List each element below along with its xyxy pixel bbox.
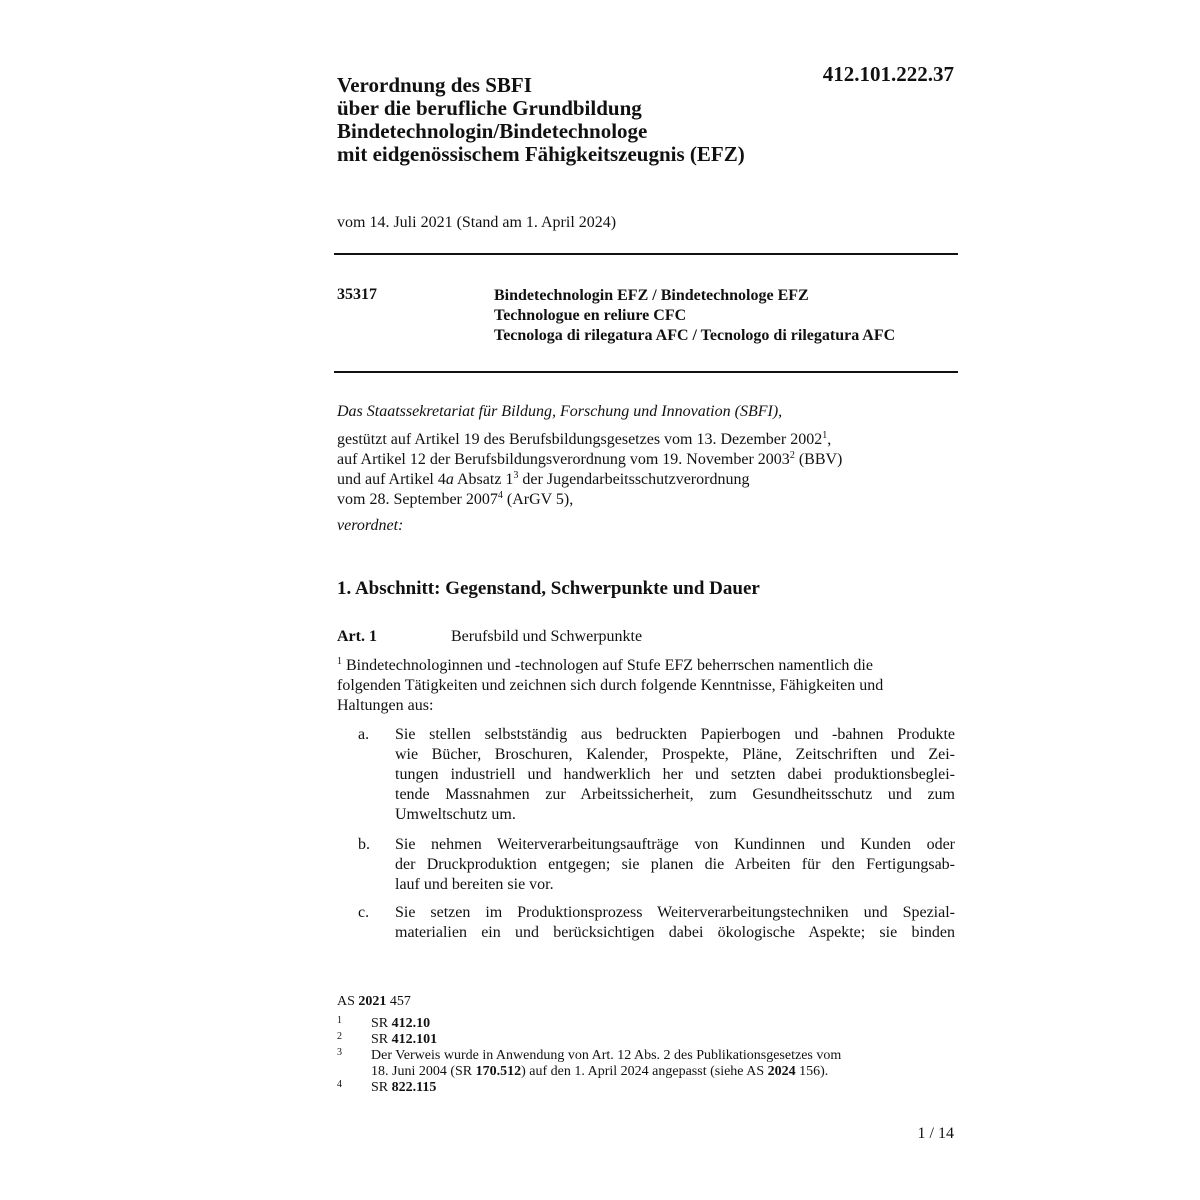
- footnote-number: 2: [337, 1031, 342, 1042]
- document-date: vom 14. Juli 2021 (Stand am 1. April 2024): [337, 214, 617, 231]
- list-item-letter: b.: [358, 836, 370, 853]
- as-prefix: AS: [337, 994, 359, 1009]
- legal-basis-italic: a: [445, 471, 454, 488]
- footnote-sr-number: 822.115: [391, 1080, 437, 1095]
- list-item-text: [395, 903, 955, 943]
- legal-basis-line: [337, 490, 842, 510]
- official-compilation-ref: [337, 994, 411, 1010]
- list-item-line: Umweltschutz um.: [395, 806, 516, 823]
- preamble-legal-basis: [337, 430, 842, 510]
- title-line: mit eidgenössischem Fähigkeitszeugnis (EFZ): [337, 142, 745, 166]
- footnote-text: [371, 1048, 841, 1080]
- list-item-letter: c.: [358, 904, 370, 921]
- footnote-ref[interactable]: 1: [822, 430, 828, 441]
- horizontal-rule: [334, 371, 958, 373]
- legal-basis-text: vom 28. September 2007: [337, 491, 498, 508]
- title-line: über die berufliche Grundbildung: [337, 96, 642, 120]
- occupation-name-it: Tecnologa di rilegatura AFC / Tecnologo di rilegatura AFC: [494, 327, 896, 344]
- paragraph-mark: 1: [337, 656, 342, 667]
- footnote-text: [371, 1016, 430, 1032]
- horizontal-rule: [334, 253, 958, 255]
- preamble-issuer: Das Staatssekretariat für Bildung, Forschung und Innovation (SBFI),: [337, 403, 783, 420]
- footnote-text: [371, 1080, 436, 1096]
- article-number: Art. 1: [337, 628, 377, 645]
- footnote-number: 4: [337, 1079, 342, 1090]
- footnote-prefix: SR: [371, 1016, 392, 1031]
- section-heading: 1. Abschnitt: Gegenstand, Schwerpunkte und Dauer: [337, 578, 760, 599]
- footnote-ref[interactable]: 2: [789, 450, 795, 461]
- list-item-line: Sie nehmen Weiterverarbeitungsaufträge von Kundinnen und Kunden oder: [395, 836, 955, 853]
- list-item-text: [395, 835, 955, 895]
- list-item-line: lauf und bereiten sie vor.: [395, 876, 554, 893]
- paragraph-line: [337, 656, 955, 676]
- footnote-line: Der Verweis wurde in Anwendung von Art. 12 Abs. 2 des Publikationsgesetzes vom: [371, 1048, 842, 1063]
- list-item-text: [395, 725, 955, 825]
- as-year: 2021: [358, 994, 387, 1009]
- footnote-number: 1: [337, 1015, 342, 1026]
- footnote-prefix: SR: [371, 1080, 392, 1095]
- footnote-sr-number: 412.101: [391, 1032, 438, 1047]
- paragraph-line: folgenden Tätigkeiten und zeichnen sich durch folgende Kenntnisse, Fähigkeiten und: [337, 677, 884, 694]
- paragraph-text: Bindetechnologinnen und -technologen auf Stufe EFZ beherrschen namentlich die: [342, 657, 873, 674]
- footnote-ref[interactable]: 3: [513, 470, 519, 481]
- list-item-line: Sie setzen im Produktionsprozess Weiterverarbeitungstechniken und Spezial-: [395, 904, 955, 921]
- article-title: Berufsbild und Schwerpunkte: [451, 628, 643, 645]
- legal-basis-text: (BBV): [794, 451, 843, 468]
- legal-basis-line: [337, 450, 842, 470]
- list-item-line: tungen industriell und handwerklich her und setzten dabei produktionsbeglei-: [395, 766, 955, 783]
- footnote-line-part: ) auf den 1. April 2024 angepasst (siehe AS: [521, 1064, 768, 1079]
- page-number: 1 / 14: [917, 1125, 954, 1142]
- as-page: 457: [386, 994, 411, 1009]
- footnote-ref[interactable]: 4: [497, 490, 503, 501]
- preamble-ordains: verordnet:: [337, 517, 404, 534]
- footnote-number: 3: [337, 1047, 342, 1058]
- occupation-code: 35317: [337, 286, 377, 303]
- paragraph-line: Haltungen aus:: [337, 697, 434, 714]
- legal-basis-text: auf Artikel 12 der Berufsbildungsverordnung vom 19. November 2003: [337, 451, 790, 468]
- article-paragraph: [337, 656, 955, 716]
- footnote-as-year: 2024: [767, 1064, 796, 1079]
- legal-basis-text: gestützt auf Artikel 19 des Berufsbildungsgesetzes vom 13. Dezember 2002: [337, 431, 823, 448]
- occupation-names: [494, 286, 895, 346]
- legal-basis-line: [337, 430, 842, 450]
- list-item-line: wie Bücher, Broschuren, Kalender, Prospekte, Pläne, Zeitschriften und Zei-: [395, 746, 955, 763]
- footnote-sr-number: 170.512: [475, 1064, 522, 1079]
- list-item-line: materialien ein und berücksichtigen dabei ökologische Aspekte; sie binden: [395, 924, 955, 941]
- footnote-prefix: SR: [371, 1032, 392, 1047]
- legal-basis-text: der Jugendarbeitsschutzverordnung: [518, 471, 750, 488]
- legal-basis-text: (ArGV 5),: [502, 491, 574, 508]
- list-item-line: tende Massnahmen zur Arbeitssicherheit, zum Gesundheitsschutz und zum: [395, 786, 955, 803]
- list-item-line: Sie stellen selbstständig aus bedruckten Papierbogen und -bahnen Produkte: [395, 726, 955, 743]
- list-item-letter: a.: [358, 726, 370, 743]
- occupation-name-de: Bindetechnologin EFZ / Bindetechnologe EFZ: [494, 287, 809, 304]
- footnote-text: [371, 1032, 437, 1048]
- legal-basis-text: und auf Artikel 4: [337, 471, 446, 488]
- title-line: Bindetechnologin/Bindetechnologe: [337, 119, 648, 143]
- footnote-line-part: 156).: [795, 1064, 829, 1079]
- footnote-sr-number: 412.10: [391, 1016, 431, 1031]
- occupation-name-fr: Technologue en reliure CFC: [494, 307, 687, 324]
- legal-basis-text: ,: [827, 431, 832, 448]
- legal-basis-line: [337, 470, 842, 490]
- legal-basis-text: Absatz 1: [453, 471, 514, 488]
- title-line: Verordnung des SBFI: [337, 73, 532, 97]
- sr-number: 412.101.222.37: [822, 62, 954, 86]
- footnote-line-part: 18. Juni 2004 (SR: [371, 1064, 476, 1079]
- list-item-line: der Druckproduktion entgegen; sie planen die Arbeiten für den Fertigungsab-: [395, 856, 955, 873]
- document-title: [337, 74, 897, 166]
